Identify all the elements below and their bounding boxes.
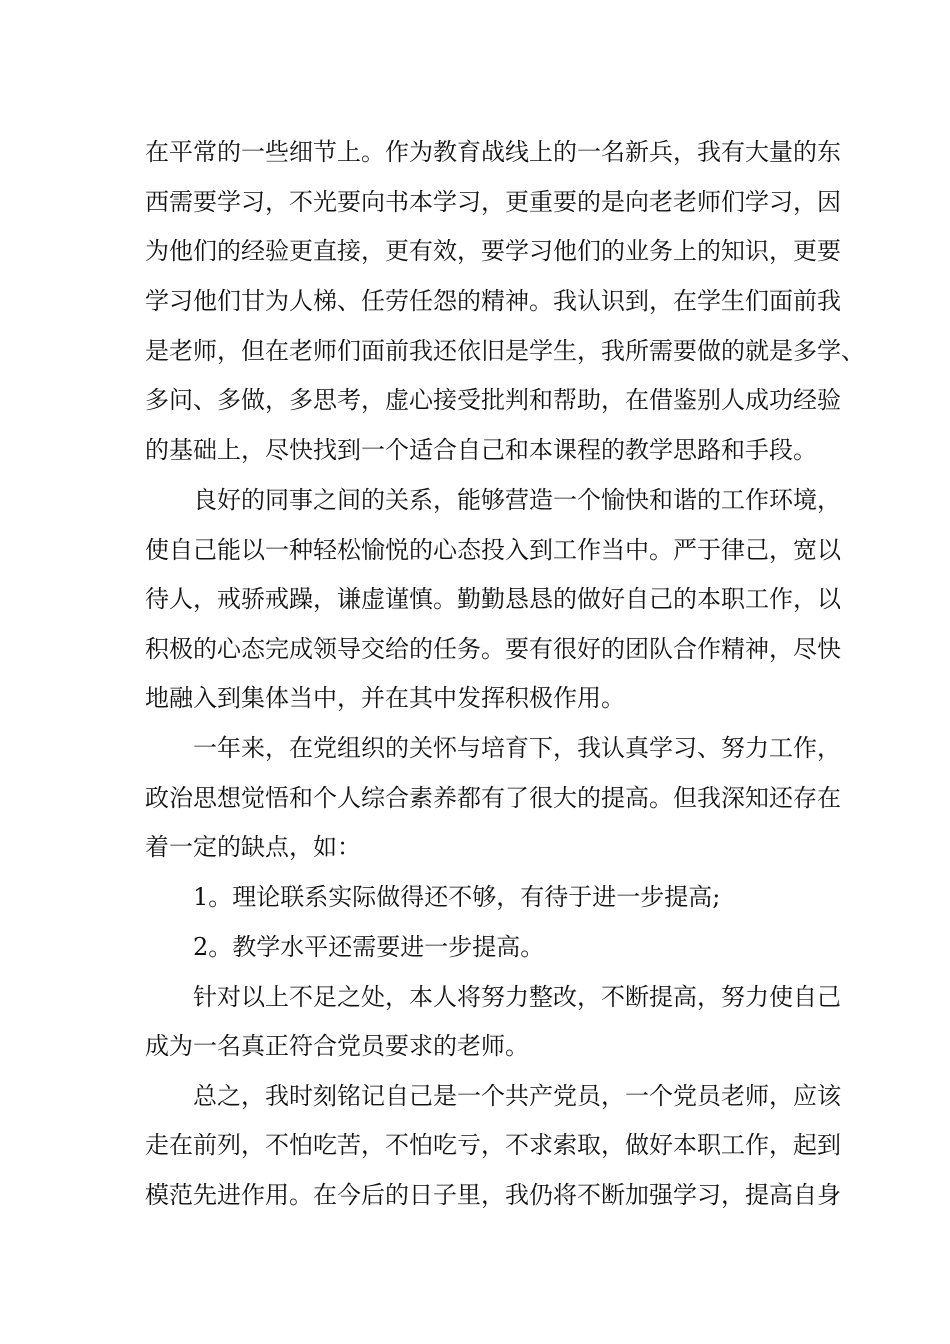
text-line: 为他们的经验更直接，更有效，要学习他们的业务上的知识，更要 bbox=[145, 237, 841, 265]
text-line: 在平常的一些细节上。作为教育战线上的一名新兵，我有大量的东 bbox=[145, 138, 841, 166]
text-line: 模范先进作用。在今后的日子里，我仍将不断加强学习，提高自身 bbox=[145, 1181, 841, 1209]
text-line: 成为一名真正符合党员要求的老师。 bbox=[145, 1032, 529, 1060]
list-item: 1。理论联系实际做得还不够，有待于进一步提高; bbox=[193, 883, 721, 911]
text-line: 多问、多做，多思考，虚心接受批判和帮助，在借鉴别人成功经验 bbox=[145, 386, 841, 414]
text-line: 地融入到集体当中，并在其中发挥积极作用。 bbox=[145, 684, 625, 712]
text-line: 学习他们甘为人梯、任劳任怨的精神。我认识到，在学生们面前我 bbox=[145, 287, 841, 315]
paragraph-first-line: 针对以上不足之处，本人将努力整改，不断提高，努力使自己 bbox=[193, 983, 841, 1011]
paragraph-first-line: 一年来，在党组织的关怀与培育下，我认真学习、努力工作， bbox=[193, 734, 841, 762]
text-line: 积极的心态完成领导交给的任务。要有很好的团队合作精神，尽快 bbox=[145, 635, 841, 663]
text-line: 待人，戒骄戒躁，谦虚谨慎。勤勤恳恳的做好自己的本职工作，以 bbox=[145, 585, 841, 613]
paragraph-first-line: 总之，我时刻铭记自己是一个共产党员，一个党员老师，应该 bbox=[193, 1082, 841, 1110]
text-line: 着一定的缺点，如： bbox=[145, 833, 361, 861]
text-line: 是老师，但在老师们面前我还依旧是学生，我所需要做的就是多学、 bbox=[145, 337, 865, 365]
paragraph-first-line: 良好的同事之间的关系，能够营造一个愉快和谐的工作环境， bbox=[193, 486, 841, 514]
text-line: 政治思想觉悟和个人综合素养都有了很大的提高。但我深知还存在 bbox=[145, 784, 841, 812]
text-line: 走在前列，不怕吃苦，不怕吃亏，不求索取，做好本职工作，起到 bbox=[145, 1131, 841, 1159]
list-item: 2。教学水平还需要进一步提高。 bbox=[193, 933, 545, 961]
text-line: 西需要学习，不光要向书本学习，更重要的是向老老师们学习，因 bbox=[145, 188, 841, 216]
text-line: 使自己能以一种轻松愉悦的心态投入到工作当中。严于律己，宽以 bbox=[145, 536, 841, 564]
text-line: 的基础上，尽快找到一个适合自己和本课程的教学思路和手段。 bbox=[145, 436, 817, 464]
